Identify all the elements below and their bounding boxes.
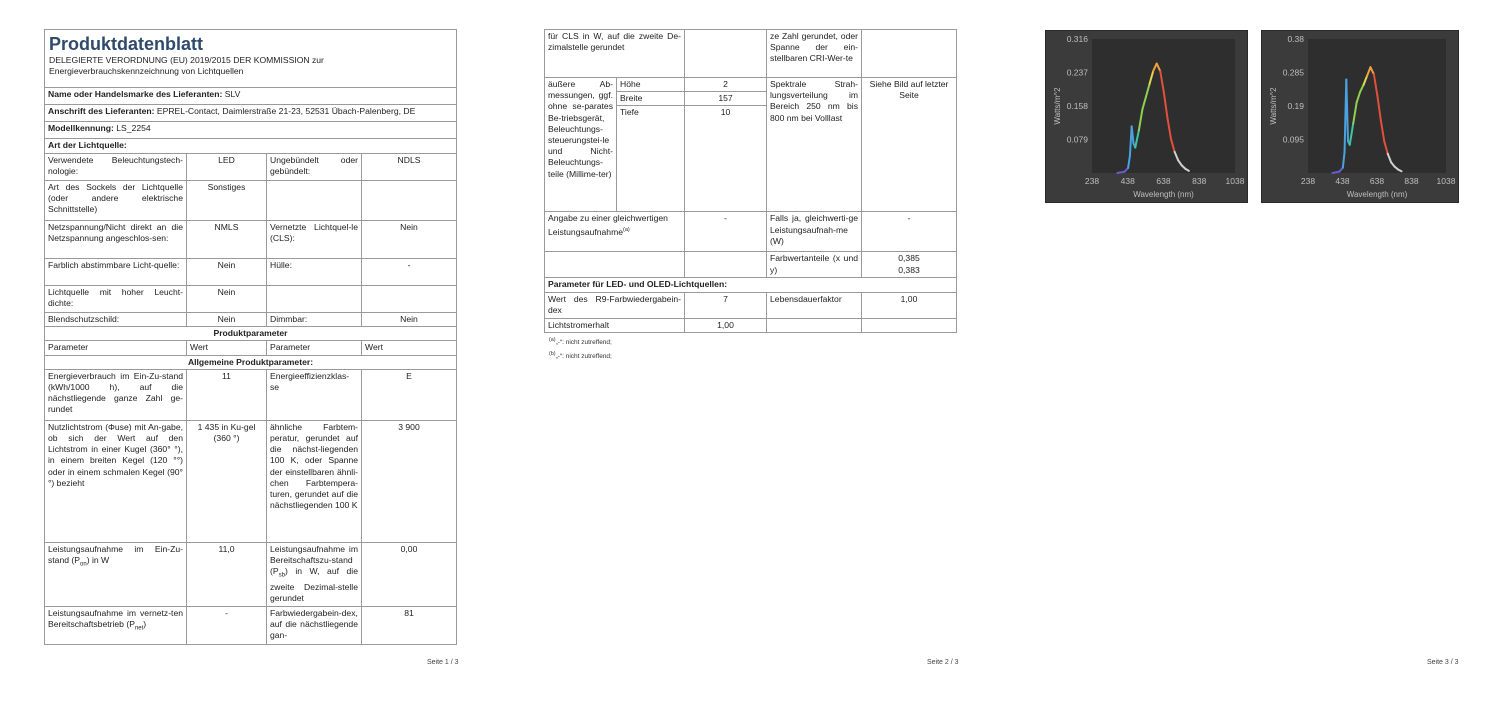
cell-label: Wert des R9-Farbwiedergabein-dex [545, 292, 685, 318]
cell-label: Leistungsaufnahme im Bereitschaftszu-stand $(P_{sb})$ in W, auf die zweite Dezimal-stelle gerundet [267, 542, 362, 606]
table-row [45, 420, 457, 542]
cell-value: NDLS [362, 154, 457, 181]
regulation-text: DELEGIERTE VERORDNUNG (EU) 2019/2015 DER KOMMISSION zur Energieverbrauchskennzeichnung von Lichtquellen [49, 55, 324, 76]
cell-value: 1 435 in Ku-gel (360 °) [187, 420, 267, 542]
footnote-marker: (a) [549, 337, 556, 343]
supplier-value: SLV [224, 89, 241, 99]
cell-value [685, 30, 767, 78]
page-number: Seite 1 / 3 [427, 659, 459, 666]
table-row [545, 252, 957, 278]
cell-value [862, 318, 957, 332]
column-header: Wert [187, 341, 267, 355]
x-axis-label: Wavelength (nm) [1133, 190, 1194, 199]
cell-label: Lichtquelle mit hoher Leucht-dichte: [45, 286, 187, 313]
footnote-text: „-“: nicht zutreffend; [555, 339, 612, 347]
table-row [45, 154, 457, 181]
cell-label: Netzspannung/Nicht direkt an die Netzspannung angeschlos-sen: [45, 221, 187, 259]
cell-label: Energieeffizienzklas-se [267, 369, 362, 420]
table-row [45, 221, 457, 259]
x-tick-label: 838 [1404, 176, 1419, 186]
cell-value: 11 [187, 369, 267, 420]
page-title: Produktdatenblatt [49, 34, 204, 54]
document-header [45, 30, 457, 88]
table-row [545, 292, 957, 318]
dim-name: Höhe [617, 78, 685, 92]
dim-value: 157 [685, 92, 767, 106]
y-tick-label: 0.095 [1282, 134, 1304, 145]
page2-table [544, 29, 957, 333]
cell-label: Farblich abstimmbare Licht-quelle: [45, 259, 187, 286]
model-value: LS_2254 [116, 123, 151, 133]
cell-value: - [362, 259, 457, 286]
table-row [545, 212, 957, 252]
table-row [45, 286, 457, 313]
table-row [545, 318, 957, 332]
model-row [45, 122, 457, 139]
spectral-value: Siehe Bild auf letzter Seite [862, 78, 957, 212]
table-row [45, 259, 457, 286]
dim-name: Breite [617, 92, 685, 106]
spectrum-chart-1 [1045, 30, 1248, 203]
cell-label [545, 252, 685, 278]
cell-value: Nein [362, 221, 457, 259]
cell-label [767, 318, 862, 332]
cell-label [267, 286, 362, 313]
page-2 [500, 0, 1000, 707]
column-header: Parameter [267, 341, 362, 355]
cell-value: - [862, 212, 957, 252]
cell-value: 1,00 [685, 318, 767, 332]
table-row [545, 30, 957, 78]
y-tick-label: 0.079 [1066, 134, 1088, 145]
footnote-text: „-“: nicht zutreffend; [555, 353, 612, 361]
y-axis-label: Watts/m^2 [1269, 87, 1278, 125]
cell-label: Hülle: [267, 259, 362, 286]
cell-value [862, 30, 957, 78]
spectral-label: Spektrale Strah-lungsverteilung im Bereich 250 nm bis 800 nm bei Volllast [767, 78, 862, 212]
page1-table [44, 29, 457, 645]
column-header: Wert [362, 341, 457, 355]
cell-value: Sonstiges [187, 181, 267, 221]
x-tick-label: 238 [1084, 176, 1100, 186]
cell-value: LED [187, 154, 267, 181]
dim-value: 10 [685, 106, 767, 212]
table-row [45, 181, 457, 221]
cell-label: Energieverbrauch im Ein-Zu-stand (kWh/1000 h), auf die nächstliegende ganze Zahl ge-rundet [45, 369, 187, 420]
spectrum-chart-2 [1261, 30, 1459, 203]
page-number: Seite 2 / 3 [927, 659, 959, 666]
page-1 [0, 0, 500, 707]
cell-value: - [685, 212, 767, 252]
x-tick-label: 1038 [1225, 176, 1245, 186]
cell-label: Blendschutzschild: [45, 313, 187, 327]
page-number: Seite 3 / 3 [1427, 659, 1459, 666]
address-label: Anschrift des Lieferanten: [48, 106, 155, 116]
column-header: Parameter [45, 341, 187, 355]
address-value: EPREL-Contact, Daimlerstraße 21-23, 52531 Übach-Palenberg, DE [156, 106, 416, 116]
cell-label: Leistungsaufnahme im vernetz-ten Bereitschaftsbetrieb $(P_{net})$ [45, 606, 187, 644]
table-row [45, 313, 457, 327]
cell-value: 3 900 [362, 420, 457, 542]
x-tick-label: 838 [1192, 176, 1207, 186]
cell-label: Dimmbar: [267, 313, 362, 327]
cell-label: Nutzlichtstrom (Φuse) mit An-gabe, ob sich der Wert auf den Lichtstrom in einer Kugel (360° °), in einem breiten Kegel (120 °°) oder in einem schmalen Kegel (90° °) bezieht [45, 420, 187, 542]
y-tick-label: 0.38 [1287, 34, 1304, 44]
y-tick-label: 0.285 [1282, 67, 1304, 78]
footnote-marker: (a) [623, 226, 630, 233]
spectrum-plot [1262, 31, 1458, 202]
footnote-marker: (b) [549, 351, 556, 357]
product-params-heading: Produktparameter [45, 327, 457, 341]
x-tick-label: 238 [1300, 176, 1316, 186]
cell-value: 81 [362, 606, 457, 644]
table-row [545, 78, 957, 92]
spectrum-plot [1046, 31, 1247, 202]
general-params-heading: Allgemeine Produktparameter: [45, 355, 457, 369]
y-tick-label: 0.237 [1066, 67, 1088, 78]
cell-value [362, 181, 457, 221]
table-row [45, 606, 457, 644]
cell-value [685, 252, 767, 278]
y-tick-label: 0.19 [1287, 101, 1304, 111]
footnote-a [549, 335, 612, 348]
x-tick-label: 638 [1369, 176, 1385, 186]
cell-value: 1,00 [862, 292, 957, 318]
cell-value: Nein [187, 259, 267, 286]
cell-label: Ungebündelt oder gebündelt: [267, 154, 362, 181]
cell-label: Lebensdauerfaktor [767, 292, 862, 318]
cell-value [362, 286, 457, 313]
cell-value: Nein [187, 313, 267, 327]
y-tick-label: 0.316 [1066, 34, 1088, 44]
y-tick-label: 0.158 [1066, 101, 1088, 111]
supplier-row [45, 88, 457, 105]
x-tick-label: 1038 [1436, 176, 1456, 186]
cell-value: - [187, 606, 267, 644]
spectrum-segment [1117, 172, 1124, 173]
led-heading: Parameter für LED- und OLED-Lichtquellen: [545, 278, 957, 292]
cell-value: 11,0 [187, 542, 267, 606]
cell-label: Art des Sockels der Lichtquelle (oder andere elektrische Schnittstelle) [45, 181, 187, 221]
chroma-x: 0,385 [898, 253, 920, 264]
equiv-label: Angabe zu einer gleichwertigen Leistungsaufnahme [548, 213, 668, 237]
spectrum-segment [1332, 172, 1339, 173]
cell-label: ze Zahl gerundet, oder Spanne der ein-stellbaren CRI-Wer-te [767, 30, 862, 78]
cell-label: ähnliche Farbtem-peratur, gerundet auf die nächst-liegenden 100 K, oder Spanne der einstellbaren ähnli-chen Farbtempera-turen, gerundet auf die nächstliegenden 100 K [267, 420, 362, 542]
table-row [45, 542, 457, 606]
x-tick-label: 438 [1120, 176, 1135, 186]
supplier-label: Name oder Handelsmarke des Lieferanten: [48, 89, 223, 99]
cell-label: Falls ja, gleichwerti-ge Leistungsaufnah-me (W) [767, 212, 862, 252]
y-axis-label: Watts/m^2 [1053, 87, 1062, 125]
chroma-y: 0,383 [898, 264, 920, 275]
cell-value [862, 252, 957, 278]
cell-label: Farbwertanteile (x und y) [767, 252, 862, 278]
cell-label: Lichtstromerhalt [545, 318, 685, 332]
address-row [45, 105, 457, 122]
column-header-row [45, 341, 457, 355]
cell-label [267, 181, 362, 221]
type-heading: Art der Lichtquelle: [45, 139, 457, 154]
plot-area [1308, 39, 1446, 173]
model-label: Modellkennung: [48, 123, 114, 133]
footnote-b [549, 349, 612, 362]
cell-value: 7 [685, 292, 767, 318]
page-3 [1000, 0, 1500, 707]
cell-value: Nein [187, 286, 267, 313]
dim-name: Tiefe [617, 106, 685, 212]
table-row [45, 369, 457, 420]
plot-area [1092, 39, 1235, 173]
cell-label: Farbwiedergabein-dex, auf die nächstliegende gan- [267, 606, 362, 644]
cell-value: Nein [362, 313, 457, 327]
cell-value: NMLS [187, 221, 267, 259]
cell-label: Leistungsaufnahme im Ein-Zu-stand $(P_{on})$ in W [45, 542, 187, 606]
cell-value: 0,00 [362, 542, 457, 606]
cell-label: für CLS in W, auf die zweite De-zimalstelle gerundet [545, 30, 685, 78]
cell-label: Verwendete Beleuchtungstech-nologie: [45, 154, 187, 181]
cell-label [545, 212, 685, 252]
x-tick-label: 438 [1335, 176, 1350, 186]
x-tick-label: 638 [1156, 176, 1171, 186]
cell-label: Vernetzte Lichtquel-le (CLS): [267, 221, 362, 259]
cell-value: E [362, 369, 457, 420]
dims-label: äußere Ab-messungen, ggf. ohne se-parates Be-triebsgerät, Beleuchtungs-steuerungstei-le und Nicht-Beleuchtungs-teile (Millime-ter) [545, 78, 617, 212]
dim-value: 2 [685, 78, 767, 92]
x-axis-label: Wavelength (nm) [1346, 190, 1408, 199]
